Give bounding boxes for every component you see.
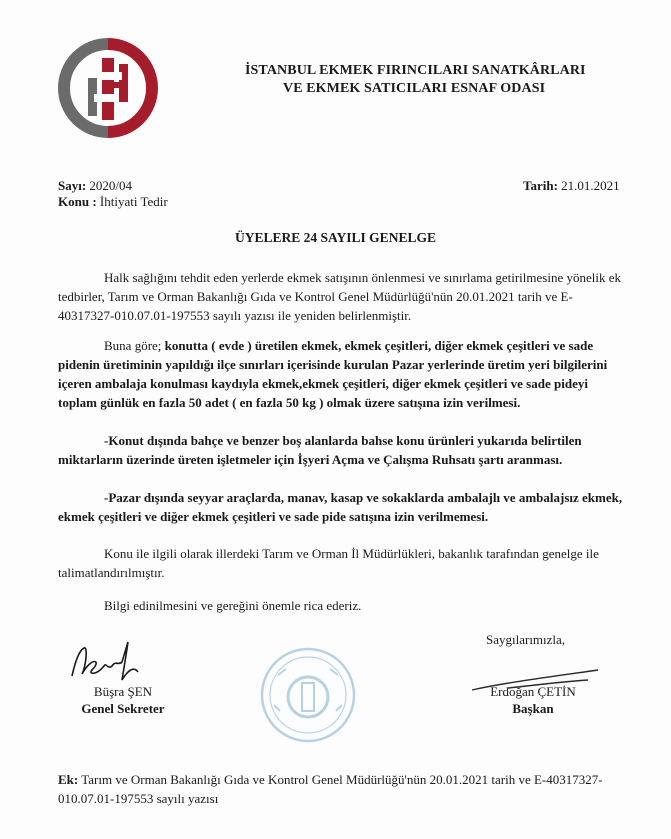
sayi-label: Sayı: — [58, 178, 87, 193]
document-title: ÜYELERE 24 SAYILI GENELGE — [235, 230, 436, 245]
right-signer-name: Erdoğan ÇETİN — [490, 684, 576, 699]
sayi-value: 2020/04 — [89, 178, 133, 193]
left-signer-name: Büşra ŞEN — [93, 684, 153, 699]
tarih-value: 21.01.2021 — [561, 178, 620, 193]
paragraph-1-text: Halk sağlığını tehdit eden yerlerde ekmek satışının önlenmesi ve sınırlama getirilmesine yönelik ek tedbirler, Tarım ve Orman Bakanlığı Gıda ve Kontrol Genel Müdürlüğü'nün 20.01.2021 tarih ve E-40317327-010.07.01-197553 sayılı yazısı ile yeniden belirlenmiştir. — [58, 270, 621, 323]
attachment-label: Ek: — [58, 772, 79, 787]
paragraph-4 — [58, 488, 623, 526]
document-date — [523, 178, 620, 194]
closing-text: Saygılarımızla, — [486, 632, 566, 647]
organization-name — [245, 62, 586, 98]
paragraph-4-text: -Pazar dışında seyyar araçlarda, manav, kasap ve sokaklarda ambalajlı ve ambalajsız ekmek, ekmek çeşitleri ve diğer ekmek çeşitleri ve sade pide satışına izin verilmemesi. — [58, 490, 623, 524]
paragraph-2-bold: konutta ( evde ) üretilen ekmek, ekmek çeşitleri, diğer ekmek çeşitleri ve sade pidenin üretiminin yapıldığı ilçe sınırları içerisinde kurulan Pazar yerlerinde üretim yeri bilgilerini içeren ambalaja konulması kaydıyla ekmek,ekmek çeşitleri, diğer ekmek çeşitleri ve sade pideyi toplam günlük en fazla 50 adet ( en fazla 50 kg ) olmak üzere satışına izin verilmesi. — [58, 338, 608, 410]
konu-label: Konu : — [58, 194, 97, 209]
paragraph-2-lead: Buna göre; — [104, 338, 162, 353]
paragraph-6 — [58, 596, 623, 615]
attachment-text: Tarım ve Orman Bakanlığı Gıda ve Kontrol Genel Müdürlüğü'nün 20.01.2021 tarih ve E-40317327-010.07.01-197553 sayılı yazısı — [58, 772, 603, 806]
paragraph-2 — [58, 336, 623, 412]
paragraph-5-text: Konu ile ilgili olarak illerdeki Tarım ve Orman İl Müdürlükleri, bakanlık tarafından genelge ile talimatlandırılmıştır. — [58, 546, 599, 580]
organization-name-line2: VE EKMEK SATICILARI ESNAF ODASI — [283, 81, 546, 96]
paragraph-6-text: Bilgi edinilmesini ve gereğini önemle rica ederiz. — [104, 598, 362, 613]
paragraph-3 — [58, 431, 623, 469]
document-subject — [58, 194, 168, 210]
left-signer-title: Genel Sekreter — [81, 701, 165, 716]
paragraph-5 — [58, 544, 623, 582]
organization-name-line1: İSTANBUL EKMEK FIRINCILARI SANATKÂRLARI — [245, 63, 586, 78]
chamber-logo — [58, 38, 158, 138]
attachment-note — [58, 770, 618, 808]
paragraph-1 — [58, 268, 623, 325]
tarih-label: Tarih: — [523, 178, 558, 193]
right-signer-title: Başkan — [512, 701, 554, 716]
official-stamp — [258, 645, 358, 745]
konu-value: İhtiyati Tedir — [99, 194, 168, 209]
document-number — [58, 178, 132, 194]
paragraph-3-text: -Konut dışında bahçe ve benzer boş alanlarda bahse konu ürünleri yukarıda belirtilen miktarların üzerinde üreten işletmeler için İşyeri Açma ve Çalışma Ruhsatı şartı aranması. — [58, 433, 582, 467]
